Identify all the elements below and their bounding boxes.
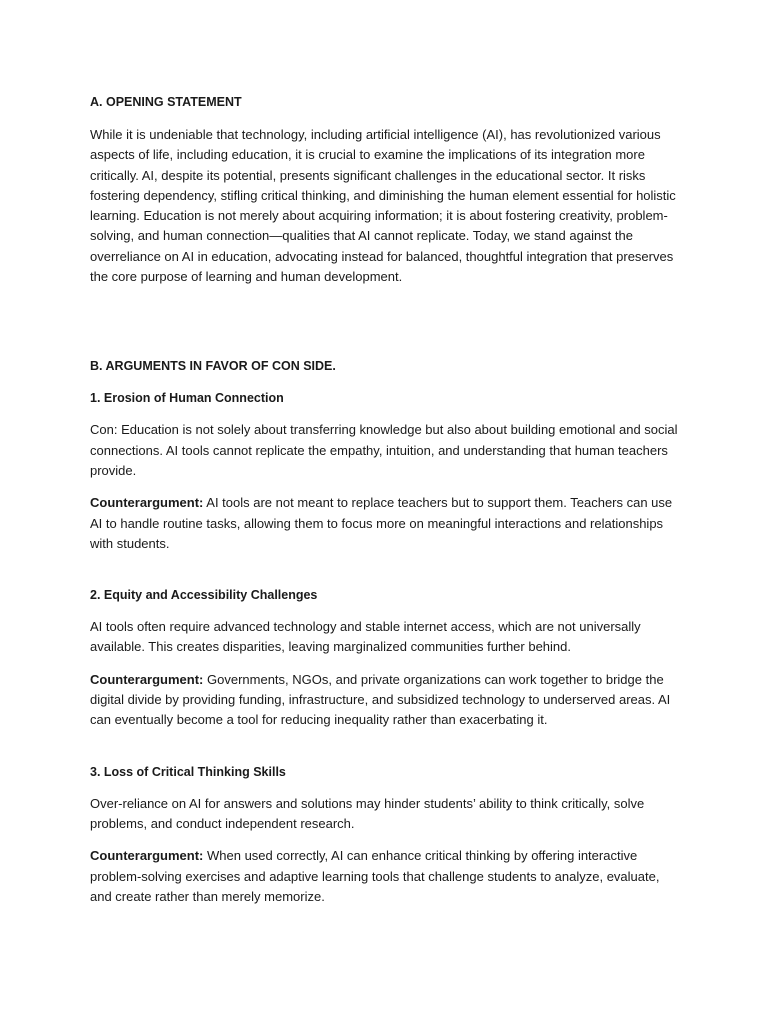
argument-3-counter [90, 846, 680, 907]
opening-statement-paragraph: While it is undeniable that technology, including artificial intelligence (AI), has revolutionized various aspects of life, including education, it is crucial to examine the implications of its integration more critically. AI, despite its potential, presents significant challenges in the educational sector. It risks fostering dependency, stifling critical thinking, and diminishing the human element essential for holistic learning. Education is not merely about acquiring information; it is about fostering creativity, problem-solving, and human connection—qualities that AI cannot replicate. Today, we stand against the overreliance on AI in education, advocating instead for balanced, thoughtful integration that preserves the core purpose of learning and human development. [90, 127, 676, 285]
counter-label: Counterargument: [90, 495, 204, 511]
argument-2-title: 2. Equity and Accessibility Challenges [90, 588, 318, 603]
argument-2-counter-text: Governments, NGOs, and private organizations can work together to bridge the digital divide by providing funding, infrastructure, and subsidized technology to underserved areas. AI can eventually become a tool for reducing inequality rather than exacerbating it. [90, 671, 671, 728]
argument-3-counter-text: When used correctly, AI can enhance critical thinking by offering interactive problem-solving exercises and adaptive learning tools that challenge students to analyze, evaluate, and create rather than merely memorize. [90, 848, 660, 904]
argument-1-counter-text: AI tools are not meant to replace teachers but to support them. Teachers can use AI to handle routine tasks, allowing them to focus more on meaningful interactions and relationships with students. [90, 495, 673, 551]
argument-2-counter [90, 670, 680, 731]
argument-3-con: Over-reliance on AI for answers and solutions may hinder students’ ability to think critically, solve problems, and conduct independent research. [90, 795, 645, 831]
argument-2-con: AI tools often require advanced technology and stable internet access, which are not universally available. This creates disparities, leaving marginalized communities further behind. [90, 619, 641, 655]
argument-1-title: 1. Erosion of Human Connection [90, 391, 284, 406]
argument-1-con: Con: Education is not solely about transferring knowledge but also about building emotional and social connections. AI tools cannot replicate the empathy, intuition, and understanding that human teachers provide. [90, 422, 678, 478]
counter-label: Counterargument: [90, 848, 204, 864]
argument-3-title: 3. Loss of Critical Thinking Skills [90, 764, 286, 779]
counter-label: Counterargument: [90, 671, 204, 687]
argument-1-counter [90, 493, 680, 554]
document-page [90, 93, 680, 919]
section-a-heading: A. OPENING STATEMENT [90, 95, 242, 109]
section-b-heading: B. ARGUMENTS IN FAVOR OF CON SIDE. [90, 359, 336, 374]
